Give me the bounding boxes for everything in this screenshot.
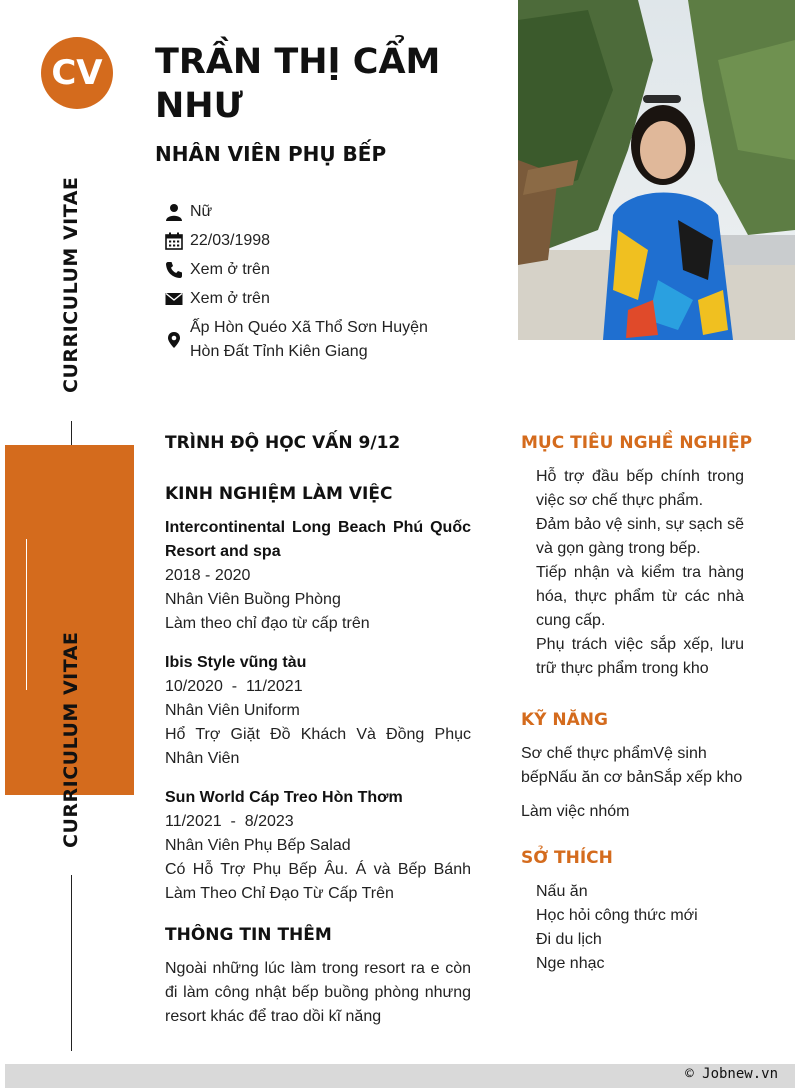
objective-item: Tiếp nhận và kiểm tra hàng hóa, thực phẩm từ các nhà cung cấp. [536,564,744,629]
job-title: NHÂN VIÊN PHỤ BẾP [155,142,387,166]
objective-item: Hỗ trợ đầu bếp chính trong việc sơ chế thực phẩm. [536,468,744,509]
calendar-icon [165,232,183,250]
experience-description: Hổ Trợ Giặt Đồ Khách Và Đồng Phục Nhân Viên [165,726,471,767]
person-icon [165,203,183,221]
objective-title: MỤC TIÊU NGHỀ NGHIỆP [521,433,753,453]
hobbies-title: SỞ THÍCH [521,848,613,868]
additional-text: Ngoài những lúc làm trong resort ra e còn đi làm công nhật bếp buồng phòng nhưng resort khác để trao dồi kĩ năng [165,960,471,1025]
address-value: Ấp Hòn Quéo Xã Thổ Sơn Huyện Hòn Đất Tỉnh Kiên Giang [190,319,428,360]
phone-value: Xem ở trên [190,261,270,278]
skills-line-1: Sơ chế thực phẩmVệ sinh bếpNấu ăn cơ bảnSắp xếp kho [521,745,743,786]
side-label-top: CURRICULUM VITAE [60,176,82,393]
email-value: Xem ở trên [190,290,270,307]
skills-title: KỸ NĂNG [521,710,608,730]
address-row [165,316,455,364]
map-pin-icon [165,331,183,349]
candidate-name: TRẦN THỊ CẨM NHƯ [155,42,441,126]
hobby-item: Đi du lịch [536,931,602,948]
additional-title: THÔNG TIN THÊM [165,925,332,945]
experience-company: Ibis Style vũng tàu [165,654,307,671]
experience-period: 2018 - 2020 [165,567,251,584]
birthday-row [165,229,270,253]
side-divider-bottom [71,875,72,1051]
hobby-item: Nge nhạc [536,955,605,972]
experience-company: Intercontinental Long Beach Phú Quốc Resort and spa [165,519,471,560]
phone-icon [165,261,183,279]
experience-position: Nhân Viên Phụ Bếp Salad [165,837,351,854]
footer-bar [5,1064,795,1088]
phone-row [165,258,270,282]
objective-list [536,465,744,681]
hobby-item: Nấu ăn [536,883,588,900]
side-label-bottom: CURRICULUM VITAE [60,631,82,848]
orange-block-white-line [26,539,27,690]
experience-description: Làm theo chỉ đạo từ cấp trên [165,615,370,632]
email-row [165,287,270,311]
experience-period: 10/2020 - 11/2021 [165,678,303,695]
gender-value: Nữ [190,203,213,220]
hobby-item: Học hỏi công thức mới [536,907,698,924]
education-title: TRÌNH ĐỘ HỌC VẤN 9/12 [165,433,401,453]
cv-badge: CV [41,37,113,109]
hobbies-list [536,880,698,976]
profile-photo-illustration [518,0,795,340]
profile-photo [518,0,795,340]
experience-item [165,516,471,636]
experience-item [165,786,471,906]
experience-description: Có Hỗ Trợ Phụ Bếp Âu. Á và Bếp Bánh Làm Theo Chỉ Đạo Từ Cấp Trên [165,861,471,902]
experience-company: Sun World Cáp Treo Hòn Thơm [165,789,403,806]
experience-title: KINH NGHIỆM LÀM VIỆC [165,484,393,504]
gender-row [165,200,212,224]
objective-item: Đảm bảo vệ sinh, sự sạch sẽ và gọn gàng trong bếp. [536,516,744,557]
footer-credit: © Jobnew.vn [685,1066,778,1082]
experience-position: Nhân Viên Buồng Phòng [165,591,341,608]
experience-list [165,516,471,906]
birthday-value: 22/03/1998 [190,232,271,249]
experience-item [165,651,471,771]
skills-line-2: Làm việc nhóm [521,803,630,820]
envelope-icon [165,290,183,308]
objective-item: Phụ trách việc sắp xếp, lưu trữ thực phẩm trong kho [536,636,744,677]
experience-period: 11/2021 - 8/2023 [165,813,294,830]
experience-position: Nhân Viên Uniform [165,702,300,719]
